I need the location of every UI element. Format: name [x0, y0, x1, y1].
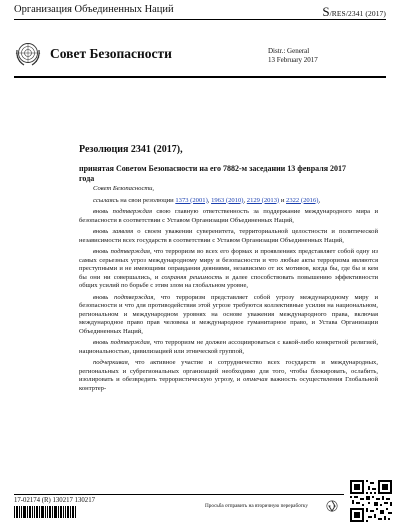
issue-date: 13 February 2017 [268, 56, 318, 64]
paragraph-lead: Совет Безопасности, [93, 185, 155, 192]
un-emblem-icon [14, 40, 42, 68]
resolution-link-2129[interactable]: 2129 (2013) [246, 196, 280, 204]
barcode-icon [14, 506, 76, 518]
distribution-status: Distr.: General [268, 47, 310, 55]
paragraph-text: на свои резолюции [118, 196, 176, 204]
resolution-body [79, 185, 378, 396]
paragraph-text-2: важность осуществления Глобальной контртер- [79, 376, 378, 392]
paragraph-text: , что активное участие и сотрудничество всех государств и международных, региональных и субрегиональных организаций необходимо для того, чтобы блокировать, ослабить, изолировать и обезвредить террористическую угрозу, и [79, 359, 378, 383]
paragraph-1: ссылаясь на свои резолюции 1373 (2001), 1963 (2010), 2129 (2013) и 2322 (2016), [93, 196, 321, 204]
paragraph-6 [79, 339, 378, 356]
distribution-info [268, 47, 318, 65]
symbol-prefix: S [322, 4, 330, 19]
paragraph-lead: вновь заявляя [93, 228, 134, 235]
paragraph-lead: ссылаясь [93, 196, 119, 204]
header-rule [14, 19, 386, 20]
paragraph-text: , что терроризм представляет собой угрозу международному миру и безопасности и что для противодействия этой угрозе требуются коллективные усилия на национальном, региональном и международном уровнях на основе уважения международного права, включая международное право прав человека и международное гуманитарное право, и Устава Организации Объединенных Наций, [79, 293, 378, 335]
document-number: 17-02174 (R) 130217 130217 [14, 497, 95, 504]
resolution-title: Резолюция 2341 (2017), [79, 144, 183, 155]
paragraph-lead-2: сохраняя решимость [161, 273, 223, 281]
paragraph-lead: вновь подтверждая [93, 248, 150, 255]
paragraph-text: , что терроризм не должен ассоциироваться с какой-либо конкретной религией, национальностью, цивилизацией или этнической группой, [79, 339, 378, 355]
paragraph-text: , что терроризм во всех его формах и проявлениях представляет собой одну из самых серьезных угроз международному миру и безопасности и что любые акты терроризма являются преступными и не имеющими оправдания деяниями, независимо от их мотивов, когда бы, где бы и кем бы они ни совершались, и [79, 248, 378, 281]
paragraph-text: свою главную ответственность за поддержание международного мира и безопасности в соответствии с Уставом Организации Объединенных Наций, [79, 208, 378, 224]
paragraph-lead-2: отмечая [243, 376, 268, 383]
paragraph-3 [79, 228, 378, 245]
paragraph-7 [79, 359, 378, 393]
paragraph-2 [79, 208, 378, 225]
resolution-link-1373[interactable]: 1373 (2001) [175, 196, 208, 204]
paragraph-lead: вновь подтверждая [93, 339, 150, 346]
paragraph-lead: вновь подтверждая [93, 208, 153, 215]
footer-rule [14, 494, 344, 495]
paragraph-text: о своем уважении суверенитета, территориальной целостности и политической независимости всех государств в соответствии с Уставом Организации Объединенных Наций, [79, 228, 378, 244]
masthead-rule [14, 76, 386, 78]
paragraph-0 [79, 185, 378, 194]
symbol-number: /RES/2341 (2017) [329, 9, 386, 18]
resolution-subtitle: принятая Советом Безопасности на его 7882-м заседании 13 февраля 2017 года [79, 164, 347, 183]
qr-code-icon [350, 480, 392, 522]
paragraph-text-2: и далее способствовать повышению эффективности общих усилий по борьбе с этим злом на глобальном уровне, [79, 273, 378, 289]
resolution-link-1963[interactable]: 1963 (2010) [211, 196, 244, 204]
paragraph-5 [79, 294, 378, 337]
organization-name: Организация Объединенных Наций [14, 4, 174, 15]
recycle-note: Просьба отправить на вторичную переработку [205, 503, 308, 509]
paragraph-4 [79, 248, 378, 291]
organ-name: Совет Безопасности [50, 46, 172, 61]
paragraph-lead: вновь подтверждая [93, 293, 154, 301]
resolution-link-2322[interactable]: 2322 (2016) [286, 196, 319, 204]
paragraph-lead: подчеркивая [93, 359, 128, 366]
recycle-icon [326, 500, 338, 512]
document-symbol [322, 4, 386, 20]
